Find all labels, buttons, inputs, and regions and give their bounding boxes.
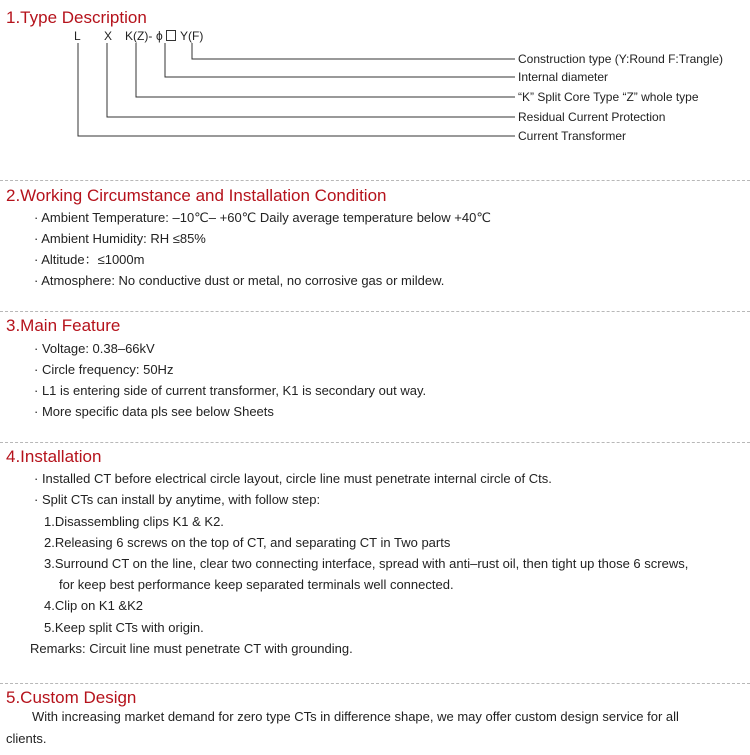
code-letter-l: L: [74, 29, 81, 43]
label-internal-diameter: Internal diameter: [518, 70, 609, 84]
label-current-transformer: Current Transformer: [518, 129, 627, 143]
step-item: 2.Releasing 6 screws on the top of CT, and separating CT in Two parts: [44, 535, 451, 550]
list-item: · Atmosphere: No conductive dust or metal, no corrosive gas or mildew.: [34, 273, 445, 288]
code-letter-yf: Y(F): [180, 29, 204, 43]
step-item: 5.Keep split CTs with origin.: [44, 620, 204, 635]
section-divider: [0, 311, 750, 312]
label-residual-current-protection: Residual Current Protection: [518, 110, 666, 124]
list-item: · Ambient Temperature: –10℃– +60℃ Daily average temperature below +40℃: [34, 210, 491, 225]
list-item: · Ambient Humidity: RH ≤85%: [34, 231, 206, 246]
remarks: Remarks: Circuit line must penetrate CT with grounding.: [30, 641, 353, 656]
code-letter-phi: ϕ: [156, 29, 163, 43]
list-item: · Altitude：≤1000m: [34, 252, 145, 267]
section-title-working-circumstance: 2.Working Circumstance and Installation Condition: [6, 186, 387, 205]
leader-split-core: [136, 43, 515, 97]
paragraph-line: clients.: [6, 731, 47, 746]
step-item: 4.Clip on K1 &K2: [44, 598, 144, 613]
list-item: · Installed CT before electrical circle layout, circle line must penetrate internal circle of Cts.: [34, 471, 552, 486]
section-title-main-feature: 3.Main Feature: [6, 316, 121, 335]
step-item: 3.Surround CT on the line, clear two connecting interface, spread with anti–rust oil, then tight up those 6 screws,: [44, 556, 689, 571]
type-code-diagram: [0, 25, 750, 145]
list-item: · Split CTs can install by anytime, with follow step:: [34, 492, 321, 507]
section-divider: [0, 442, 750, 443]
code-letter-kz: K(Z)-: [125, 29, 153, 43]
step-item-continuation: for keep best performance keep separated terminals well connected.: [59, 577, 454, 592]
leader-construction-type: [192, 43, 515, 59]
label-construction-type: Construction type (Y:Round F:Trangle): [518, 52, 723, 66]
section-title-custom-design: 5.Custom Design: [6, 688, 137, 707]
label-split-core-type: “K” Split Core Type “Z” whole type: [518, 90, 699, 104]
list-item: · More specific data pls see below Sheets: [34, 404, 274, 419]
section-divider: [0, 180, 750, 181]
section-divider: [0, 683, 750, 684]
leader-residual-current: [107, 43, 515, 117]
leader-current-transformer: [78, 43, 515, 136]
list-item: · L1 is entering side of current transformer, K1 is secondary out way.: [34, 383, 427, 398]
section-title-installation: 4.Installation: [6, 447, 102, 466]
step-item: 1.Disassembling clips K1 & K2.: [44, 514, 224, 529]
list-item: · Voltage: 0.38–66kV: [34, 341, 155, 356]
code-letter-x: X: [104, 29, 113, 43]
list-item: · Circle frequency: 50Hz: [34, 362, 174, 377]
section-title-type-description: 1.Type Description: [6, 8, 147, 27]
paragraph-line: With increasing market demand for zero type CTs in difference shape, we may offer custom design service for all: [32, 709, 679, 724]
leader-internal-diameter: [165, 43, 515, 77]
